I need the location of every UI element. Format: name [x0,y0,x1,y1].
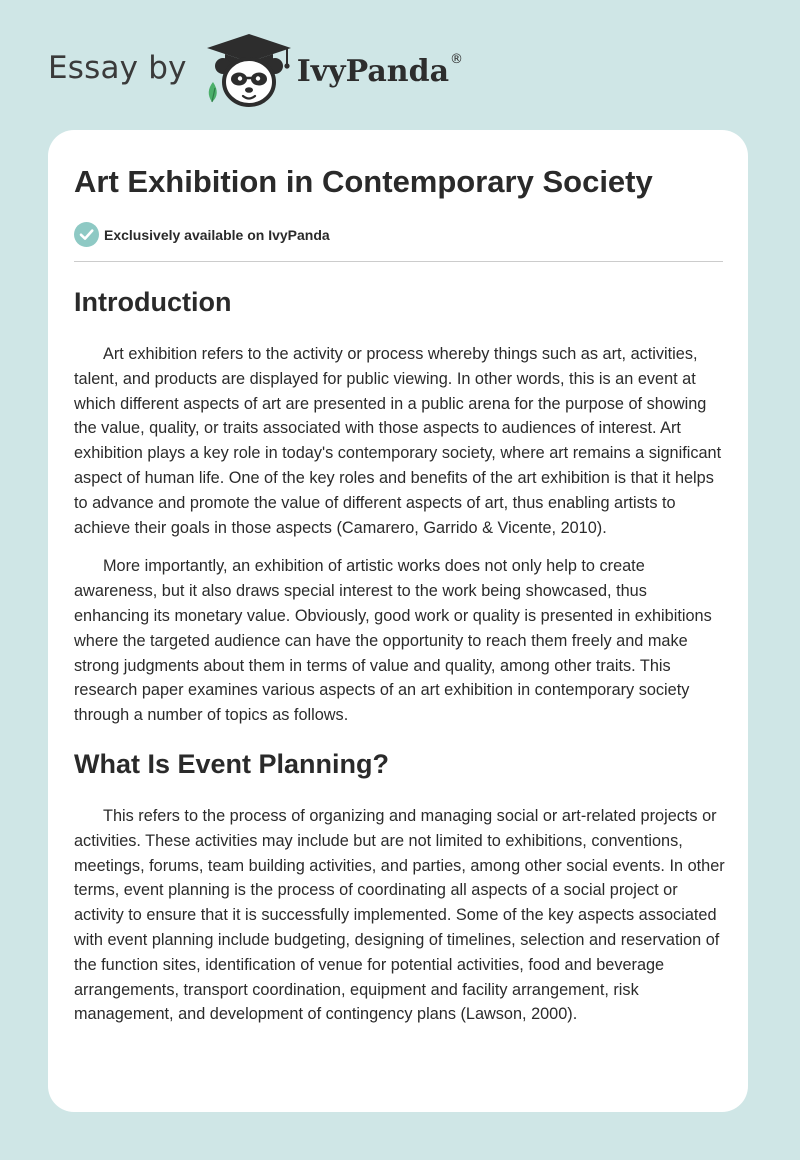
paragraph: More importantly, an exhibition of artistic works does not only help to create awareness, but it also draws special interest to the work being showcased, thus enhancing its monetary value. Obviously, good work or quality is presented in exhibitions where the targeted audience can have the opportunity to reach them freely and make strong judgments about them in terms of value and quality, among other traits. This research paper examines various aspects of an art exhibition in contemporary society through a number of topics as follows. [74,557,712,725]
brand-registered-mark: ® [450,51,464,67]
article-body [74,284,726,1041]
section-heading: What Is Event Planning? [74,748,390,779]
brand-name[interactable]: IvyPanda [296,53,450,89]
title-divider [74,261,723,262]
paragraph: This refers to the process of organizing and managing social or art-related projects or activities. These activities may include but are not limited to exhibitions, conventions, meetings, forums, team building activities, and parties, among other social events. In other terms, event planning is the process of coordinating all aspects of a social project or activity to ensure that it is successfully implemented. Some of the key aspects associated with event planning include budgeting, designing of timelines, selection and reservation of the function sites, identification of venue for potential activities, food and beverage arrangements, transport coordination, equipment and facility arrangement, risk management, and development of contingency plans (Lawson, 2000). [74,806,725,1024]
panda-graduate-icon[interactable] [203,30,295,110]
section-introduction [74,284,726,728]
article-title: Art Exhibition in Contemporary Society [74,164,653,199]
article-card [48,130,748,1112]
section-heading: Introduction [74,287,232,317]
site-header [48,30,463,110]
brand-prefix: Essay by [48,50,187,86]
check-circle-icon [74,222,99,247]
exclusive-badge-text: Exclusively available on IvyPanda [104,226,330,243]
paragraph: Art exhibition refers to the activity or process whereby things such as art, activities, talent, and products are displayed for public viewing. In other words, this is an event at which different aspects of art are presented in a public arena for the purpose of showing the value, quality, or traits associated with those aspects to audiences of interest. Art exhibition plays a key role in today's contemporary society, where art remains a significant aspect of human life. One of the key roles and benefits of the art exhibition is that it helps to advance and promote the value of different aspects of art, thus enabling artists to achieve their goals in those aspects (Camarero, Garrido & Vicente, 2010). [74,345,722,537]
section-event-planning [74,746,726,1027]
exclusive-badge [74,222,330,247]
